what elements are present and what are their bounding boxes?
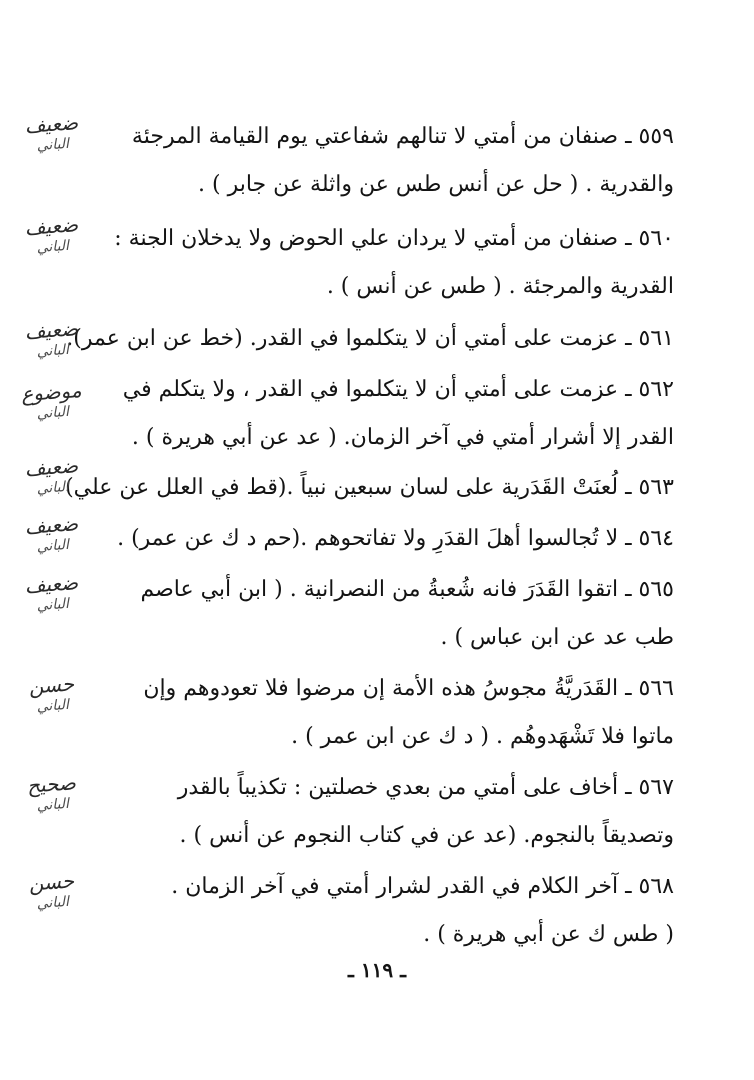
hadith-entry-559: [112, 113, 674, 209]
entry-line: وتصديقاً بالنجوم. (عد عن في كتاب النجوم عن أنس ) .: [179, 823, 674, 848]
grade-label: حسن: [27, 671, 75, 699]
hadith-entry-560: [112, 215, 674, 311]
grade-label: ضعيف: [23, 453, 79, 481]
grader-name: الباني: [36, 696, 70, 716]
grader-name: الباني: [36, 341, 70, 361]
margin-note-grade: [5, 109, 100, 157]
entry-line: القدر إلا أشرار أمتي في آخر الزمان. ( عد عن أبي هريرة ) .: [131, 425, 674, 450]
entry-line: ٥٦١ ـ عزمت على أمتي أن لا يتكلموا في القدر. (خط عن ابن عمر).: [66, 326, 674, 351]
margin-note-grade: [5, 377, 100, 425]
entry-line: ماتوا فلا تَشْهَدوهُم . ( د ك عن ابن عمر ) .: [291, 724, 674, 749]
grade-label: ضعيف: [23, 511, 79, 539]
hadith-entry-567: [112, 764, 674, 860]
hadith-entry-564: [112, 515, 674, 563]
entry-line: ٥٦٢ ـ عزمت على أمتي أن لا يتكلموا في القدر ، ولا يتكلم في: [122, 377, 674, 402]
hadith-entry-563: [65, 464, 674, 512]
grade-label: ضعيف: [23, 570, 79, 598]
entry-line: ٥٦٣ ـ لُعنَتْ القَدَرية على لسان سبعين نبياً .(قط في العلل عن علي): [65, 475, 674, 500]
entry-line: ٥٦٦ ـ القَدَريَّةُ مجوسُ هذه الأمة إن مرضوا فلا تعودوهم وإن: [143, 676, 674, 701]
entry-line: ٥٥٩ ـ صنفان من أمتي لا تنالهم شفاعتي يوم القيامة المرجئة: [131, 124, 674, 149]
grader-name: الباني: [36, 237, 70, 257]
grade-label: صحيح: [26, 770, 77, 798]
entry-line: ٥٦٠ ـ صنفان من أمتي لا يردان علي الحوض ولا يدخلان الجنة :: [114, 226, 674, 251]
entry-line: ( طس ك عن أبي هريرة ) .: [423, 922, 674, 947]
hadith-entry-568: [112, 863, 674, 959]
grade-label: ضعيف: [23, 212, 79, 240]
margin-note-grade: [5, 452, 100, 500]
grader-name: الباني: [36, 795, 70, 815]
grade-label: ضعيف: [23, 316, 79, 344]
entry-line: ٥٦٥ ـ اتقوا القَدَرَ فانه شُعبةُ من النصرانية . ( ابن أبي عاصم: [140, 577, 674, 602]
grader-name: الباني: [36, 478, 70, 498]
grade-label: ضعيف: [23, 110, 79, 138]
entry-line: القدرية والمرجئة . ( طس عن أنس ) .: [326, 274, 674, 299]
grade-label: موضوع: [20, 377, 83, 407]
grader-name: الباني: [36, 893, 70, 913]
entry-line: طب عد عن ابن عباس ) .: [440, 625, 674, 650]
grade-label: حسن: [27, 868, 75, 896]
entry-line: والقدرية . ( حل عن أنس طس عن واثلة عن جابر ) .: [198, 172, 674, 197]
hadith-entry-566: [112, 665, 674, 761]
grader-name: الباني: [36, 595, 70, 615]
margin-note-grade: [5, 211, 100, 259]
entry-line: ٥٦٨ ـ آخر الكلام في القدر لشرار أمتي في آخر الزمان .: [171, 874, 674, 899]
grader-name: الباني: [36, 403, 70, 423]
margin-note-grade: [5, 569, 100, 617]
margin-note-grade: [5, 769, 100, 817]
entry-line: ٥٦٧ ـ أخاف على أمتي من بعدي خصلتين : تكذيباً بالقدر: [177, 775, 674, 800]
entry-line: ٥٦٤ ـ لا تُجالسوا أهلَ القدَرِ ولا تفاتحوهم .(حم د ك عن عمر) .: [117, 526, 674, 551]
margin-note-grade: [5, 867, 100, 915]
grader-name: الباني: [36, 135, 70, 155]
hadith-entry-562: [112, 366, 674, 462]
page-number: ـ ١١٩ ـ: [348, 958, 406, 982]
margin-note-grade: [5, 315, 100, 363]
grader-name: الباني: [36, 536, 70, 556]
hadith-entry-561: [66, 315, 674, 363]
margin-note-grade: [5, 670, 100, 718]
margin-note-grade: [5, 510, 100, 558]
hadith-entry-565: [112, 566, 674, 662]
